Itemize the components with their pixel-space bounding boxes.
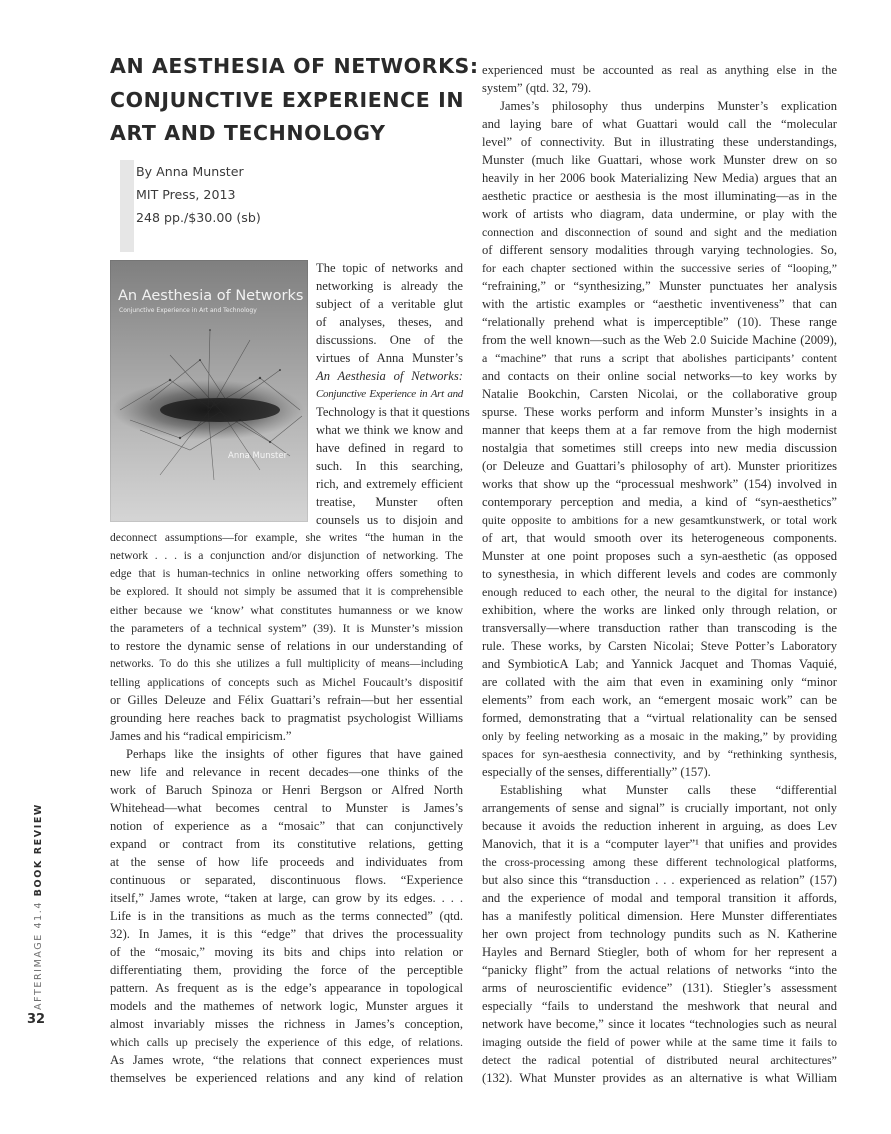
text-line: arms of neuroscientific evidence” (131). Stiegler’s assessment (482, 981, 837, 995)
journal-issue: AFTERIMAGE 41.4 (33, 896, 44, 1011)
text-line: what we think we know and (316, 423, 463, 437)
text-line: heavily in her 2006 book Materializing New Media) argues that an (482, 171, 837, 185)
text-line: “refraining,” or “synthesizing,” Munster punctuates her analysis (482, 279, 837, 293)
text-line: spaces for syn-aesthesia connectivity, and by “rethinking synthesis, (482, 747, 837, 761)
text-line: virtues of Anna Munster’s (316, 351, 463, 365)
text-line: notion of experience as a “mosaic” that can conjunctively (110, 819, 463, 833)
text-line: models and the mathemes of network logic, Munster argues it (110, 999, 463, 1013)
text-line: (132). What Munster provides as an alternative is what William (482, 1071, 837, 1085)
text-line: either because we ‘know’ what constitutes humanness or we know (110, 603, 463, 617)
book-pages-price: 248 pp./$30.00 (sb) (136, 210, 261, 225)
text-line: subject of a veritable glut (316, 297, 463, 311)
text-line: experienced must be accounted as real as anything else in the (482, 63, 837, 77)
text-line: The topic of networks and (316, 261, 463, 275)
text-line: differentiating them, providing the force of the perceptible (110, 963, 463, 977)
text-line: Munster at one point proposes such a syn-aesthetic (as opposed (482, 549, 837, 563)
text-line: nostalgia that sometimes still creeps into new media discussion (482, 441, 837, 455)
text-line: and SymbioticA Lab; and Yannick Jacquet and Thomas Vaquié, (482, 657, 837, 671)
text-line: system” (qtd. 32, 79). (482, 81, 592, 95)
text-line: the cross-processing among these different technological platforms, (482, 855, 837, 869)
text-line: “relationally prehend what is imperceptible” (10). These range (482, 315, 837, 329)
text-line: expand or contract from its constitutive relations, getting (110, 837, 463, 851)
text-line: level” of connectivity. But in illustrating these understandings, (482, 135, 837, 149)
book-publisher: MIT Press, 2013 (136, 187, 236, 202)
text-line: spurse. These works perform and inform Munster’s insights in a (482, 405, 837, 419)
text-line: and contacts on their online social networks—to key works by (482, 369, 837, 383)
text-line: counsels us to disjoin and (316, 513, 463, 527)
text-line: or Gilles Deleuze and Félix Guattari’s refrain—but her essential (110, 693, 463, 707)
text-line: grounding here reaches back to pragmatist psychologist Williams (110, 711, 463, 725)
text-line: the parameters of a technical system” (39). It is Munster’s mission (110, 621, 463, 635)
text-line: of art, that would smooth over its heterogeneous components. (482, 531, 837, 545)
text-line: Technology is that it questions (316, 405, 470, 419)
text-line: discussions. One of the (316, 333, 463, 347)
title-line: ART AND TECHNOLOGY (110, 121, 386, 145)
text-line: Establishing what Munster calls these “differential (500, 783, 837, 797)
text-line: a “machine” that runs a script that abolishes participants’ content (482, 351, 837, 365)
text-line: elements” from each work, an “emergent mosaic work” can be (482, 693, 837, 707)
cover-subtitle: Conjunctive Experience in Art and Technology (119, 307, 257, 314)
text-line: James and his “radical empiricism.” (110, 729, 292, 743)
text-line: are collated with the aim that even in examining only “minor (482, 675, 837, 689)
text-line: only by feeling networking as a mosaic in the making,” by providing (482, 729, 837, 743)
text-line: Munster (much like Guattari, whose work Munster drew on so (482, 153, 837, 167)
text-line: manner that keeps them at a far remove from the high modernist (482, 423, 837, 437)
book-cover-image (110, 260, 308, 522)
text-line: Natalie Bookchin, Carsten Nicolai, or the collaborative group (482, 387, 837, 401)
text-line: has a manifestly political dimension. Here Munster differentiates (482, 909, 837, 923)
text-line: 32). In James, it is this “edge” that drives the processuality (110, 927, 463, 941)
text-line: especially “fails to understand the meshwork that neural and (482, 999, 837, 1013)
text-line: which calls up precisely the experience of this edge, of relations. (110, 1035, 463, 1049)
text-line: itself,” James wrote, “taken at large, can grow by its edges. . . . (110, 891, 463, 905)
text-line: with the artistic examples or “aesthetic inventiveness” that can (482, 297, 837, 311)
text-line: at the sense of how life proceeds and individuates from (110, 855, 463, 869)
text-line: of different sensory modalities through varying technologies. So, (482, 243, 837, 257)
text-line: edge that is human-technics in online networking offers something to (110, 568, 463, 580)
text-line: detect the radical potential of distributed neural architectures” (482, 1053, 837, 1067)
cover-author: Anna Munster (228, 451, 288, 461)
text-line: themselves be experienced relations and any kind of relation (110, 1071, 463, 1085)
text-line: Life is in the transitions as much as the terms connected” (qtd. (110, 909, 463, 923)
text-line: because it avoids the reduction inherent in arguing, as does Lev (482, 819, 837, 833)
text-line: almost invariably misses the richness in James’s conception, (110, 1017, 463, 1031)
text-line: of analyses, theses, and (316, 315, 463, 329)
section-label: BOOK REVIEW (33, 803, 44, 897)
text-line: Hayles and Bernard Stiegler, both of whom for her represent a (482, 945, 837, 959)
text-line: (or Deleuze and Guattari’s philosophy of art). Munster prioritizes (482, 459, 837, 473)
text-line: Whitehead—what becomes central to Munster is James’s (110, 801, 463, 815)
text-line: An Aesthesia of Networks: (316, 369, 463, 383)
text-line: and the experience of modal and temporal transition it affords, (482, 891, 837, 905)
text-line: her own project from technology pundits such as N. Katherine (482, 927, 837, 941)
text-line: for each chapter sectioned within the successive series of “looping,” (482, 261, 837, 275)
page-number: 32 (27, 1012, 46, 1027)
text-line: works that show up the “processual meshwork” (154) involved in (482, 477, 837, 491)
text-line: treatise, Munster often (316, 495, 463, 509)
text-line: continuous or separated, discontinuous flows. “Experience (110, 873, 463, 887)
book-info-box (120, 160, 460, 252)
text-line: contemporary perception and media, a kind of “syn-aesthetics” (482, 495, 837, 509)
text-line: Perhaps like the insights of other figures that have gained (126, 747, 463, 761)
text-line: work of artists who diagram, data undermine, or play with the (482, 207, 837, 221)
text-line: connection and disconnection of sound and sight and the mediation (482, 225, 837, 239)
text-line: deconnect assumptions—for example, she writes “the human in the (110, 531, 463, 544)
text-line: of the “mosaic,” moving its bits and chips into relation or (110, 945, 463, 959)
text-line: rule. These works, by Carsten Nicolai; Steve Potter’s Laboratory (482, 639, 837, 653)
text-line: new life and relevance in recent decades—one thinks of the (110, 765, 463, 779)
text-line: James’s philosophy thus underpins Munster’s explication (500, 99, 837, 113)
text-line: “panicky flight” from the actual relations of networks “into the (482, 963, 837, 977)
text-line: networking is already the (316, 279, 463, 293)
text-line: to restore the dynamic sense of relations in our understanding of (110, 639, 463, 653)
text-line: network . . . is a conjunction and/or disjunction of networking. The (110, 549, 463, 562)
text-line: aesthetic practice or aesthesia is the most illuminating—as in the (482, 189, 837, 203)
text-line: network have become,” since it locates “technologies such as neural (482, 1017, 837, 1031)
text-line: to synesthesia, in which different levels and codes are commonly (482, 567, 837, 581)
title-line: CONJUNCTIVE EXPERIENCE IN (110, 87, 465, 112)
text-line: exhibition, where the works are linked only through relation, or (482, 603, 837, 617)
text-line: enough reduced to each other, the neural to the digital for instance) (482, 585, 837, 599)
text-line: but also since this “transduction . . . experienced as relation” (157) (482, 873, 837, 887)
text-line: especially of the senses, differentially” (157). (482, 765, 711, 779)
text-line: and laying bare of what Guattari would call the “molecular (482, 117, 837, 131)
text-line: transversally—where transduction rather than transcoding is the (482, 621, 837, 635)
text-line: such. In this searching, (316, 459, 463, 473)
text-line: quite opposite to ambitions for a new gesamtkunstwerk, or total work (482, 513, 837, 527)
text-line: telling applications of concepts such as Michel Foucault’s dispositif (110, 675, 463, 689)
text-line: networks. To do this she utilizes a full multiplicity of means—including (110, 658, 463, 670)
book-author: By Anna Munster (136, 164, 244, 179)
text-line: Conjunctive Experience in Art and (316, 388, 463, 400)
text-line: pattern. As frequent as is the edge’s appearance in topological (110, 981, 463, 995)
text-line: imaging outside the field of power while at the same time it fails to (482, 1035, 837, 1049)
text-line: As James wrote, “the relations that connect experiences must (110, 1053, 463, 1067)
running-sidebar (33, 785, 51, 1011)
text-line: from the well known—such as the Web 2.0 Suicide Machine (2009), (482, 333, 837, 347)
text-line: work of Baruch Spinoza or Henri Bergson or Alfred North (110, 783, 463, 797)
text-line: rich, and extremely efficient (316, 477, 463, 491)
text-line: formed, demonstrating that a “virtual relationality can be sensed (482, 711, 837, 725)
text-line: have defined in regard to (316, 441, 463, 455)
text-line: arrangements of sense and signal” is crucially important, not only (482, 801, 837, 815)
text-line: Manovich, that it is a “computer layer”¹ that unifies and provides (482, 837, 837, 851)
text-line: be explored. It should not simply be assumed that it is comprehensible (110, 586, 463, 598)
review-title (110, 50, 479, 151)
title-line: AN AESTHESIA OF NETWORKS: (110, 54, 479, 78)
cover-title: An Aesthesia of Networks (118, 288, 304, 304)
